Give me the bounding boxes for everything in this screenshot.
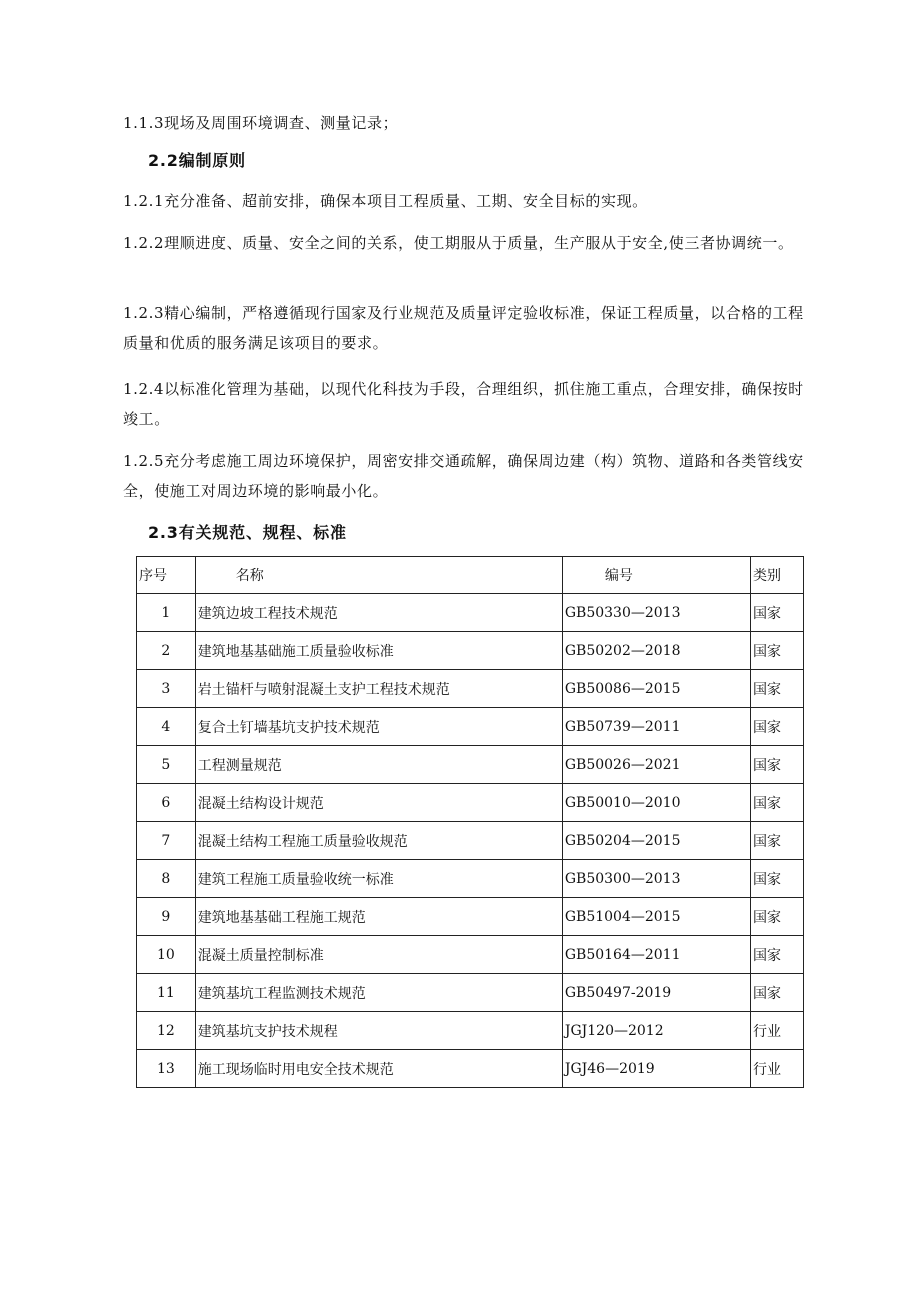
row-code: GB50300—2013	[562, 860, 750, 898]
row-category: 国家	[750, 974, 803, 1012]
table-row	[137, 1012, 804, 1050]
row-name: 混凝土结构设计规范	[195, 784, 562, 822]
row-code: GB50330—2013	[562, 594, 750, 632]
row-category: 行业	[750, 1012, 803, 1050]
row-category: 国家	[750, 708, 803, 746]
table-row	[137, 1050, 804, 1088]
header-no: 序号	[137, 557, 196, 594]
row-number: 10	[137, 936, 196, 974]
item-1-1-3: 1.1.3现场及周围环境调查、测量记录；	[123, 114, 399, 132]
item-1-2-2: 1.2.2理顺进度、质量、安全之间的关系，使工期服从于质量，生产服从于安全,使三者协调统一。	[123, 234, 794, 252]
row-code: GB50164—2011	[562, 936, 750, 974]
header-name: 名称	[195, 557, 562, 594]
row-category: 国家	[750, 670, 803, 708]
row-number: 6	[137, 784, 196, 822]
table-row	[137, 784, 804, 822]
row-category: 国家	[750, 860, 803, 898]
table-body	[137, 594, 804, 1088]
row-number: 5	[137, 746, 196, 784]
table-row	[137, 632, 804, 670]
table-row	[137, 822, 804, 860]
row-number: 13	[137, 1050, 196, 1088]
row-code: GB50026—2021	[562, 746, 750, 784]
row-name: 建筑工程施工质量验收统一标准	[195, 860, 562, 898]
header-code: 编号	[562, 557, 750, 594]
row-name: 施工现场临时用电安全技术规范	[195, 1050, 562, 1088]
row-number: 9	[137, 898, 196, 936]
row-number: 1	[137, 594, 196, 632]
row-category: 国家	[750, 936, 803, 974]
row-category: 国家	[750, 746, 803, 784]
row-code: GB50202—2018	[562, 632, 750, 670]
header-category: 类别	[750, 557, 803, 594]
row-category: 国家	[750, 822, 803, 860]
row-name: 工程测量规范	[195, 746, 562, 784]
table-row	[137, 974, 804, 1012]
table-row	[137, 594, 804, 632]
item-1-2-1: 1.2.1充分准备、超前安排，确保本项目工程质量、工期、安全目标的实现。	[123, 192, 648, 210]
row-category: 国家	[750, 898, 803, 936]
table-row	[137, 670, 804, 708]
row-number: 11	[137, 974, 196, 1012]
row-code: GB50010—2010	[562, 784, 750, 822]
standards-table	[136, 556, 804, 1088]
table-row	[137, 708, 804, 746]
row-name: 混凝土结构工程施工质量验收规范	[195, 822, 562, 860]
item-1-2-3: 1.2.3精心编制，严格遵循现行国家及行业规范及质量评定验收标准，保证工程质量，以合格的工程质量和优质的服务满足该项目的要求。	[123, 304, 804, 352]
row-code: GB50204—2015	[562, 822, 750, 860]
row-code: GB51004—2015	[562, 898, 750, 936]
table-row	[137, 936, 804, 974]
item-1-2-5: 1.2.5充分考虑施工周边环境保护，周密安排交通疏解，确保周边建（构）筑物、道路和各类管线安全，使施工对周边环境的影响最小化。	[123, 452, 804, 500]
row-number: 12	[137, 1012, 196, 1050]
row-name: 岩土锚杆与喷射混凝土支护工程技术规范	[195, 670, 562, 708]
heading-2-3: 2.3有关规范、规程、标准	[148, 523, 347, 542]
table-row	[137, 746, 804, 784]
item-1-2-4: 1.2.4以标准化管理为基础，以现代化科技为手段，合理组织，抓住施工重点，合理安排，确保按时竣工。	[123, 380, 804, 428]
row-number: 2	[137, 632, 196, 670]
row-code: GB50739—2011	[562, 708, 750, 746]
row-code: GB50086—2015	[562, 670, 750, 708]
row-name: 混凝土质量控制标准	[195, 936, 562, 974]
row-category: 行业	[750, 1050, 803, 1088]
row-code: JGJ46—2019	[562, 1050, 750, 1088]
row-number: 4	[137, 708, 196, 746]
row-category: 国家	[750, 594, 803, 632]
row-number: 7	[137, 822, 196, 860]
row-name: 建筑基坑支护技术规程	[195, 1012, 562, 1050]
table-row	[137, 898, 804, 936]
heading-2-2: 2.2编制原则	[148, 151, 246, 170]
row-category: 国家	[750, 632, 803, 670]
table-header-row	[137, 557, 804, 594]
row-name: 建筑边坡工程技术规范	[195, 594, 562, 632]
row-name: 复合土钉墙基坑支护技术规范	[195, 708, 562, 746]
row-code: GB50497-2019	[562, 974, 750, 1012]
row-number: 3	[137, 670, 196, 708]
row-code: JGJ120—2012	[562, 1012, 750, 1050]
row-name: 建筑基坑工程监测技术规范	[195, 974, 562, 1012]
table-row	[137, 860, 804, 898]
row-category: 国家	[750, 784, 803, 822]
row-name: 建筑地基基础施工质量验收标准	[195, 632, 562, 670]
row-number: 8	[137, 860, 196, 898]
row-name: 建筑地基基础工程施工规范	[195, 898, 562, 936]
